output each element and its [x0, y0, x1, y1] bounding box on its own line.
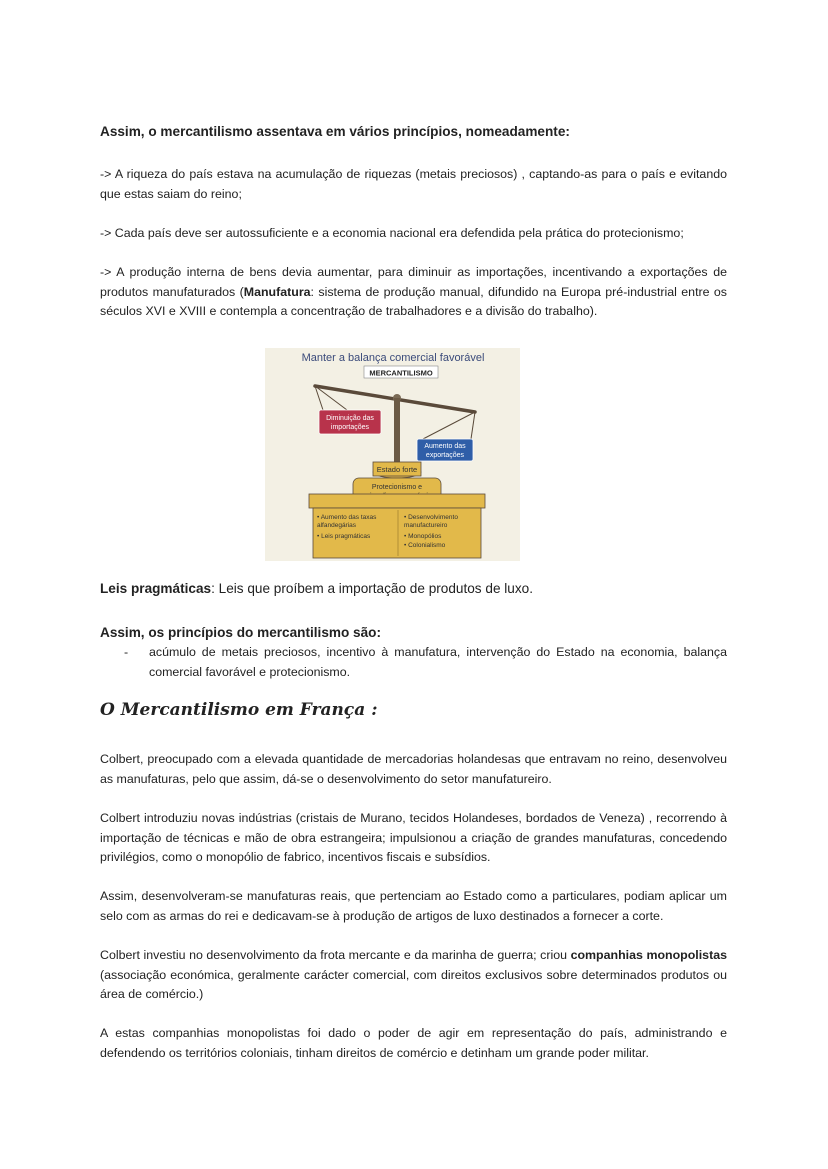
base-right-line1: • Desenvolvimento — [404, 514, 458, 521]
figure-title: Manter a balança comercial favorável — [301, 352, 485, 364]
paragraph-colbert-1: Colbert, preocupado com a elevada quantidade de mercadorias holandesas que entravam no reino, desenvolveu as manufaturas, pelo que assim, dá-se o desenvolvimento do setor manufatureiro. — [100, 752, 727, 786]
paragraph-companhias: A estas companhias monopolistas foi dado o poder de agir em representação do país, administrando e defendendo os territórios coloniais, tinham direitos de comércio e detinham um grande poder militar. — [100, 1026, 727, 1060]
leis-pragmaticas: Leis pragmáticas: Leis que proíbem a importação de produtos de luxo. — [100, 581, 533, 596]
manufatura-term: Manufatura — [243, 284, 311, 299]
tier2-line1: Protecionismo e — [371, 484, 423, 491]
beam-label: MERCANTILISMO — [369, 368, 433, 378]
principles-heading: Assim, o mercantilismo assentava em vários princípios, nomeadamente: — [100, 124, 570, 139]
section-title-franca: O Mercantilismo em França : — [100, 700, 378, 720]
base-right-line2: manufactureiro — [404, 522, 448, 529]
left-pan-line1: Diminuição das — [326, 415, 374, 422]
left-pan-line2: importações — [330, 424, 370, 431]
paragraph-autossuficiente: -> Cada país deve ser autossuficiente e a economia nacional era defendida pela prática do protecionismo; — [100, 226, 684, 240]
right-pan-line2: exportações — [425, 452, 465, 459]
companhias-term: companhias monopolistas — [570, 948, 727, 962]
principios-heading: Assim, os princípios do mercantilismo são: — [100, 625, 382, 640]
paragraph-producao: -> A produção interna de bens devia aumentar, para diminuir as importações, incentivando a exportações de produtos manufaturados (Manufatura: sistema de produção manual, difundido na Europa pré-industrial entre os séculos XVI e XVIII e contempla a concentração de trabalhadores e a divisão do trabalho). — [100, 265, 727, 318]
balance-illustration — [265, 348, 520, 561]
paragraph-colbert-2: Colbert introduziu novas indústrias (cristais de Murano, tecidos Holandeses, bordados de Veneza) , recorrendo à importação de técnicas e mão de obra estrangeira; impulsionou a criação de grandes manufaturas, concedendo privilégios, como o monopólio de fabrico, incentivos fiscais e subsídios. — [100, 811, 727, 864]
principios-bullet-text: acúmulo de metais preciosos, incentivo à manufatura, intervenção do Estado na economia, balança comercial favorável e protecionismo. — [149, 645, 727, 679]
tier1-label: Estado forte — [376, 465, 418, 474]
base-top — [309, 494, 485, 508]
base-left-line2: alfandegárias — [317, 522, 357, 529]
base-right-line3: • Monopólios — [404, 533, 442, 540]
right-pan-line1: Aumento das — [424, 443, 466, 450]
paragraph-frota: Colbert investiu no desenvolvimento da frota mercante e da marinha de guerra; criou companhias monopolistas (associação económica, geralmente carácter comercial, com direitos exclusivos sobre determinados produtos ou área de comércio.) — [100, 948, 727, 1001]
base-right-line4: • Colonialismo — [404, 542, 446, 549]
bullet-dash: - — [124, 645, 129, 659]
paragraph-riqueza: -> A riqueza do país estava na acumulação de riquezas (metais preciosos) , captando-as para o país e evitando que estas saiam do reino; — [100, 167, 727, 201]
paragraph-manufaturas-reais: Assim, desenvolveram-se manufaturas reais, que pertenciam ao Estado como a particulares, podiam aplicar um selo com as armas do rei e dedicavam-se à produção de artigos de luxo destinados a fornecer a corte. — [100, 889, 727, 923]
base-left-line3: • Leis pragmáticas — [317, 533, 371, 540]
list-item — [100, 643, 727, 682]
base-left-line1: • Aumento das taxas — [317, 514, 377, 521]
mercantilism-balance-figure — [265, 348, 520, 561]
